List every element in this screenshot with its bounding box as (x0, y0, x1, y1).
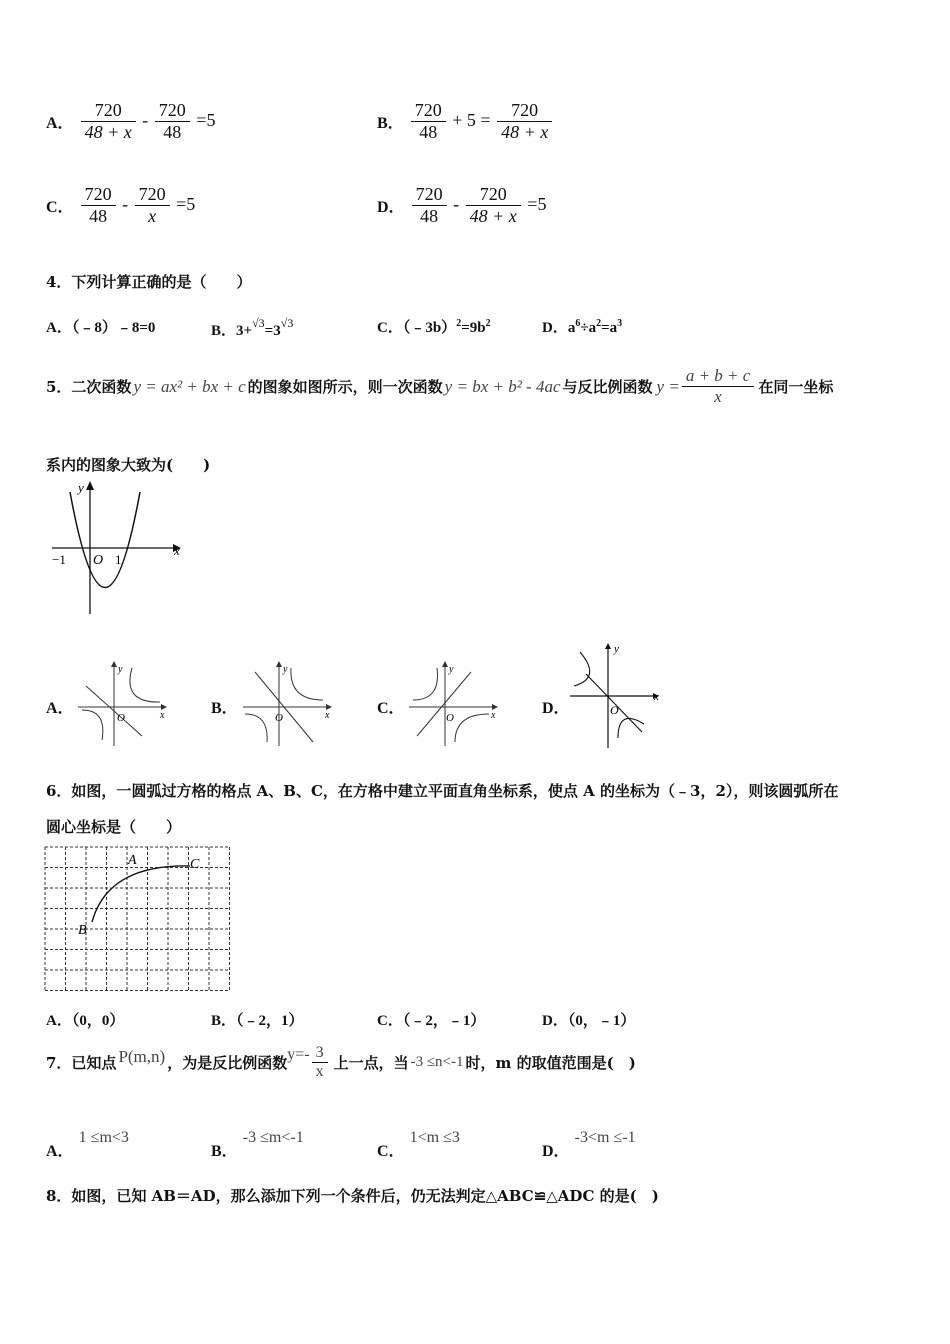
q4-option-b: B．$3+^{√3}=3^{√3}$ (211, 316, 294, 339)
q6-option-b: B．（﹣2，1） (211, 1013, 304, 1029)
q7-option-b: B． -3 ≤m<-1 (211, 1129, 304, 1160)
q5-option-b-graph (239, 658, 339, 750)
svg-text:y: y (614, 643, 619, 655)
q5-option-c-label: C． (377, 700, 405, 717)
svg-text:y: y (283, 664, 288, 675)
q5-option-a-label: A． (46, 700, 74, 717)
q5-option-a-graph (74, 658, 174, 750)
point-b-label: B (78, 923, 87, 938)
svg-text:y: y (118, 664, 123, 675)
q5-option-c-graph (405, 658, 505, 750)
fraction: $\frac{720}{48}$ (155, 100, 190, 143)
q5-parabola-graph (48, 478, 198, 618)
tick-neg1: −1 (52, 552, 66, 567)
x-label: x (174, 543, 180, 558)
q5-option-d-label: D． (542, 700, 570, 717)
parabola-curve (70, 492, 140, 588)
q5-stem-line2: 系内的图象大致为( ) (46, 456, 211, 474)
svg-text:x: x (160, 710, 165, 721)
q4-stem: 4．下列计算正确的是（ ） (46, 273, 252, 291)
q3-option-a: A． $\frac{720}{48 + x}$ - $\frac{720}{48}$ =5 (46, 100, 216, 142)
svg-text:x: x (491, 710, 496, 721)
q6-option-d: D．（0，﹣1） (542, 1013, 636, 1029)
svg-text:x: x (325, 710, 330, 721)
q6-option-c: C．（﹣2，﹣1） (377, 1013, 486, 1029)
svg-text:y: y (449, 664, 454, 675)
q5-option-b-label: B． (211, 700, 238, 717)
q7-option-a: A． 1 ≤m<3 (46, 1129, 129, 1160)
point-c-label: C (190, 857, 200, 872)
dashed-grid (45, 847, 230, 991)
origin-label: O (93, 553, 104, 568)
q7-option-d: D． -3<m ≤-1 (542, 1129, 636, 1160)
q4-option-d: D．$a^6\div a^2=a^3$ (542, 318, 623, 336)
svg-text:O: O (117, 712, 125, 724)
q5-option-d-graph (566, 638, 666, 750)
q6-stem-line2: 圆心坐标是（ ） (46, 818, 182, 836)
svg-text:O: O (275, 712, 283, 724)
tick-1: 1 (115, 552, 122, 567)
q6-stem-line1: 6．如图，一圆弧过方格的格点 A、B、C，在方格中建立平面直角坐标系，使点 A 的坐标为（﹣3，2），则该圆弧所在 (46, 782, 839, 800)
q3-option-d: D． $\frac{720}{48}$ - $\frac{720}{48 + x}$ =5 (377, 184, 547, 226)
svg-text:x: x (654, 691, 659, 703)
q4-option-c: C．$(﹣3b)^2=9b^2$ (377, 318, 491, 336)
q5-stem-line1: 5．二次函数 y = ax² + bx + c 的图象如图所示，则一次函数 y = bx + b² - 4ac 与反比例函数 y = $\frac{a + b + c}{x}$ 在同一坐标 (46, 366, 834, 406)
q3-option-b: B． $\frac{720}{48}$ + 5 = $\frac{720}{48 + x}$ (377, 100, 554, 143)
q8-stem: 8．如图，已知 AB＝AD，那么添加下列一个条件后，仍无法判定△ABC≌△ADC 的是( ) (46, 1187, 659, 1205)
y-label: y (78, 480, 84, 495)
svg-text:O: O (446, 712, 454, 724)
q6-option-a: A．（0，0） (46, 1013, 125, 1029)
sqrt-exponent: √3 (252, 316, 265, 330)
q6-grid-figure (44, 846, 240, 994)
point-a-label: A (128, 853, 137, 868)
q4-option-a: A．（﹣8）﹣8=0 (46, 320, 156, 336)
q3-option-c: C． $\frac{720}{48}$ - $\frac{720}{x}$ =5 (46, 184, 196, 226)
svg-text:O: O (610, 703, 619, 717)
q7-option-c: C． 1<m ≤3 (377, 1129, 460, 1160)
fraction: $\frac{720}{48 + x}$ (81, 100, 136, 143)
q7-stem: 7．已知点 P(m,n) ，为是反比例函数 y=- $\frac{3}{x}$ 上一点，当 -3 ≤n<-1 时，m 的取值范围是( ) (46, 1044, 636, 1080)
